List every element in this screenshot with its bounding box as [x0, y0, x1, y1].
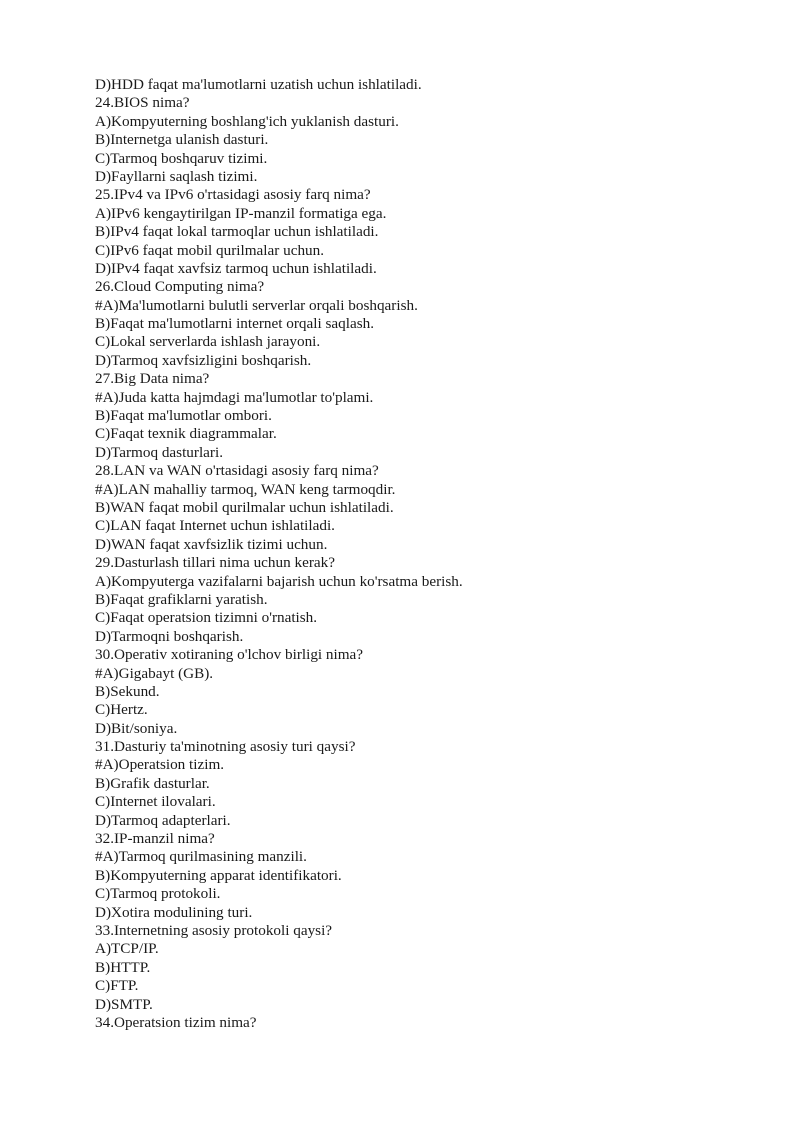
text-line: 34.Operatsion tizim nima?: [95, 1013, 257, 1031]
text-line: 31.Dasturiy ta'minotning asosiy turi qaysi?: [95, 738, 356, 756]
text-line: 26.Cloud Computing nima?: [95, 278, 265, 296]
text-line: D)WAN faqat xavfsizlik tizimi uchun.: [95, 535, 328, 553]
text-line: 29.Dasturlash tillari nima uchun kerak?: [95, 554, 335, 572]
text-line: 32.IP-manzil nima?: [95, 830, 215, 848]
text-line: #A)Juda katta hajmdagi ma'lumotlar to'plami.: [95, 388, 374, 406]
text-line: 30.Operativ xotiraning o'lchov birligi nima?: [95, 646, 364, 664]
text-line: 25.IPv4 va IPv6 o'rtasidagi asosiy farq nima?: [95, 186, 371, 204]
text-line: B)Faqat grafiklarni yaratish.: [95, 590, 268, 608]
text-line: 27.Big Data nima?: [95, 370, 210, 388]
text-line: B)Internetga ulanish dasturi.: [95, 131, 269, 149]
text-line: #A)Operatsion tizim.: [95, 756, 225, 774]
text-line: A)IPv6 kengaytirilgan IP-manzil formatiga ega.: [95, 204, 387, 222]
text-line: C)Hertz.: [95, 701, 148, 719]
text-line: 33.Internetning asosiy protokoli qaysi?: [95, 921, 333, 939]
text-line: B)Kompyuterning apparat identifikatori.: [95, 866, 342, 884]
text-line: 24.BIOS nima?: [95, 94, 190, 112]
text-line: C)FTP.: [95, 977, 139, 995]
text-line: B)IPv4 faqat lokal tarmoqlar uchun ishlatiladi.: [95, 223, 379, 241]
text-line: #A)LAN mahalliy tarmoq, WAN keng tarmoqdir.: [95, 480, 396, 498]
text-line: B)HTTP.: [95, 958, 151, 976]
text-line: D)HDD faqat ma'lumotlarni uzatish uchun ishlatiladi.: [95, 76, 422, 93]
text-line: A)TCP/IP.: [95, 940, 159, 958]
text-line: #A)Tarmoq qurilmasining manzili.: [95, 848, 307, 866]
text-line: D)Tarmoq adapterlari.: [95, 811, 231, 829]
text-line: 28.LAN va WAN o'rtasidagi asosiy farq nima?: [95, 462, 379, 480]
text-line: D)Tarmoq xavfsizligini boshqarish.: [95, 351, 312, 369]
text-line: D)SMTP.: [95, 995, 153, 1013]
text-line: B)WAN faqat mobil qurilmalar uchun ishlatiladi.: [95, 498, 394, 516]
text-line: #A)Gigabayt (GB).: [95, 664, 214, 682]
text-line: C)Tarmoq boshqaruv tizimi.: [95, 149, 268, 167]
text-line: B)Sekund.: [95, 682, 160, 700]
text-line: D)Xotira modulining turi.: [95, 903, 253, 921]
text-line: C)IPv6 faqat mobil qurilmalar uchun.: [95, 241, 325, 259]
text-line: B)Faqat ma'lumotlarni internet orqali saqlash.: [95, 315, 374, 333]
text-line: B)Grafik dasturlar.: [95, 774, 210, 792]
text-line: B)Faqat ma'lumotlar ombori.: [95, 407, 272, 425]
text-line: #A)Ma'lumotlarni bulutli serverlar orqali boshqarish.: [95, 296, 418, 314]
text-line: C)Faqat texnik diagrammalar.: [95, 425, 277, 443]
text-line: A)Kompyuterning boshlang'ich yuklanish dasturi.: [95, 112, 399, 130]
document-text: [95, 76, 735, 1032]
text-line: C)Tarmoq protokoli.: [95, 885, 221, 903]
text-line: D)Tarmoq dasturlari.: [95, 443, 223, 461]
text-line: C)Faqat operatsion tizimni o'rnatish.: [95, 609, 318, 627]
text-line: D)Tarmoqni boshqarish.: [95, 627, 244, 645]
text-line: C)Internet ilovalari.: [95, 793, 216, 811]
text-line: C)LAN faqat Internet uchun ishlatiladi.: [95, 517, 335, 535]
text-line: C)Lokal serverlarda ishlash jarayoni.: [95, 333, 321, 351]
text-line: D)Bit/soniya.: [95, 719, 178, 737]
text-line: D)IPv4 faqat xavfsiz tarmoq uchun ishlatiladi.: [95, 259, 377, 277]
text-line: A)Kompyuterga vazifalarni bajarish uchun ko'rsatma berish.: [95, 572, 463, 590]
text-line: D)Fayllarni saqlash tizimi.: [95, 167, 258, 185]
